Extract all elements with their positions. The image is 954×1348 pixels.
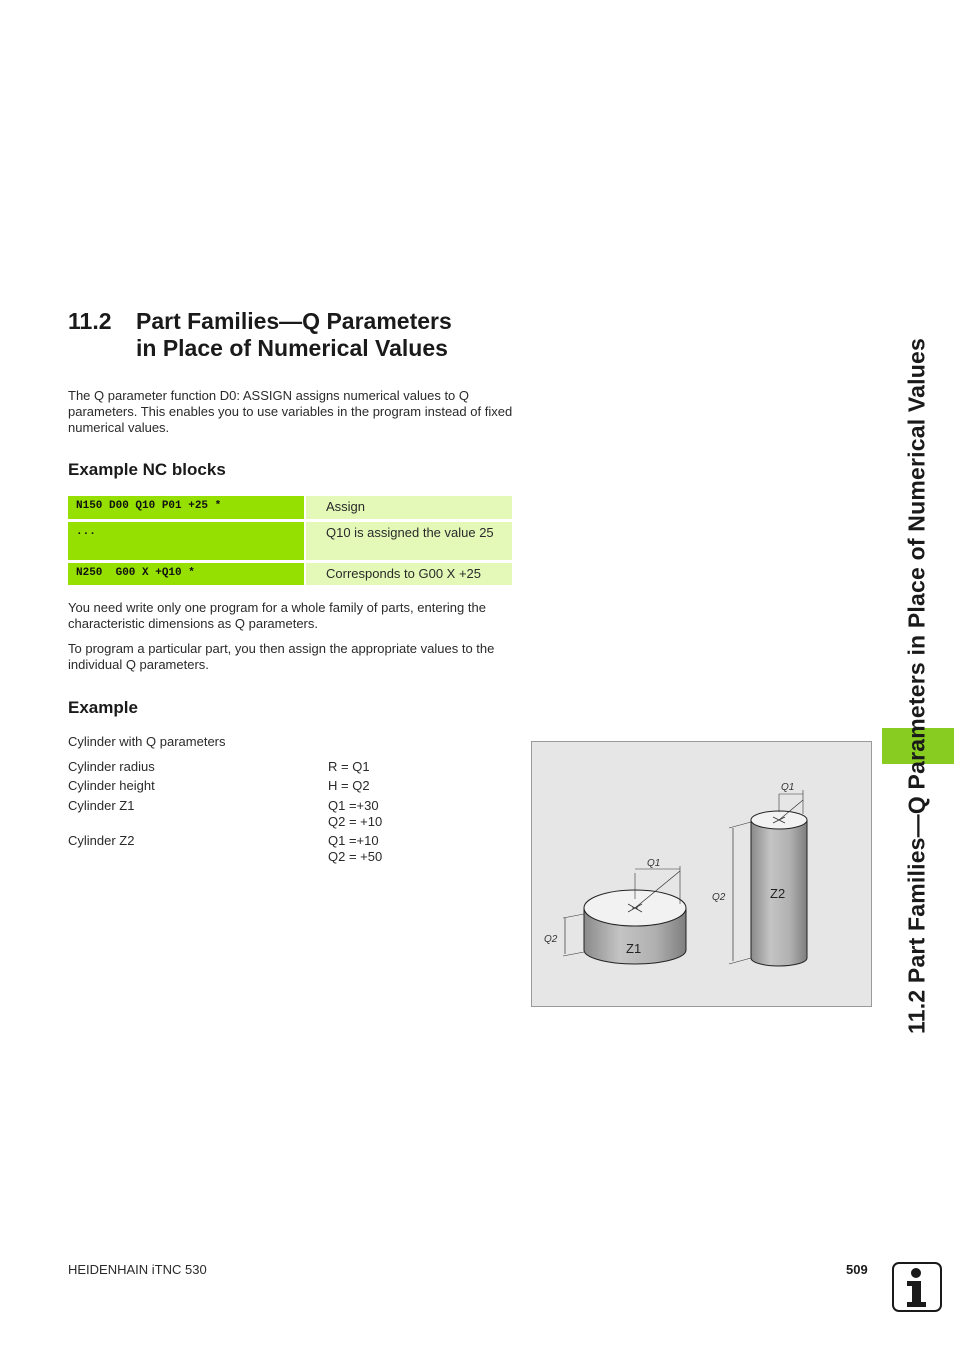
nc-code: N150 D00 Q10 P01 +25 *	[68, 496, 304, 519]
example-row	[68, 833, 468, 865]
nc-code: N250 G00 X +Q10 *	[68, 563, 304, 585]
example-value: Q2 = +50	[328, 849, 383, 864]
nc-description: Corresponds to G00 X +25	[306, 563, 512, 585]
intro-paragraph: The Q parameter function D0: ASSIGN assigns numerical values to Q parameters. This enables you to use variables in the program instead of fixed numerical values.	[68, 388, 513, 435]
example-row	[68, 759, 468, 775]
nc-description: Q10 is assigned the value 25	[306, 522, 512, 560]
z1-q2-label: Q2	[544, 934, 558, 945]
nc-description: Assign	[306, 496, 512, 519]
nc-row	[68, 496, 512, 519]
section-number: 11.2	[68, 308, 112, 334]
section-title	[68, 308, 452, 362]
side-title-text: 11.2 Part Families—Q Parameters in Place of Numerical Values	[903, 338, 930, 1034]
example-nc-heading: Example NC blocks	[68, 460, 226, 479]
z2-label: Z2	[770, 886, 786, 901]
example-value: Q2 = +10	[328, 814, 383, 829]
nc-blocks-table	[68, 496, 512, 588]
example-row	[68, 798, 468, 830]
paragraph-particular-part: To program a particular part, you then assign the appropriate values to the individual Q parameters.	[68, 641, 495, 672]
example-label: Cylinder radius	[68, 759, 155, 774]
example-value: Q1 =+10	[328, 833, 379, 848]
example-value: Q1 =+30	[328, 798, 379, 813]
cylinders-illustration	[532, 742, 873, 1008]
nc-row	[68, 563, 512, 585]
page-number: 509	[846, 1262, 868, 1277]
example-value-group	[328, 798, 468, 830]
cylinder-z1	[563, 866, 686, 964]
section-title-line1: Part Families—Q Parameters	[136, 308, 452, 334]
example-value: H = Q2	[328, 778, 370, 793]
nc-row	[68, 522, 512, 560]
cylinder-z2	[729, 790, 807, 966]
section-title-line2: in Place of Numerical Values	[136, 335, 448, 361]
example-caption: Cylinder with Q parameters	[68, 734, 226, 749]
example-value-group	[328, 833, 468, 865]
example-list	[68, 734, 468, 865]
info-icon	[892, 1262, 942, 1312]
example-label: Cylinder Z1	[68, 798, 135, 813]
example-heading: Example	[68, 698, 138, 717]
z1-label: Z1	[626, 941, 642, 956]
z1-q1-label: Q1	[647, 858, 661, 869]
example-value: R = Q1	[328, 759, 370, 774]
z2-q2-label: Q2	[712, 892, 726, 903]
example-label: Cylinder height	[68, 778, 155, 793]
example-label: Cylinder Z2	[68, 833, 135, 848]
nc-code: ...	[68, 522, 304, 560]
z2-q1-label: Q1	[781, 782, 795, 793]
footer-manual-name: HEIDENHAIN iTNC 530	[68, 1262, 207, 1277]
example-row	[68, 778, 468, 794]
paragraph-part-family: You need write only one program for a whole family of parts, entering the characteristic dimensions as Q parameters.	[68, 600, 486, 631]
cylinders-figure	[531, 741, 872, 1007]
